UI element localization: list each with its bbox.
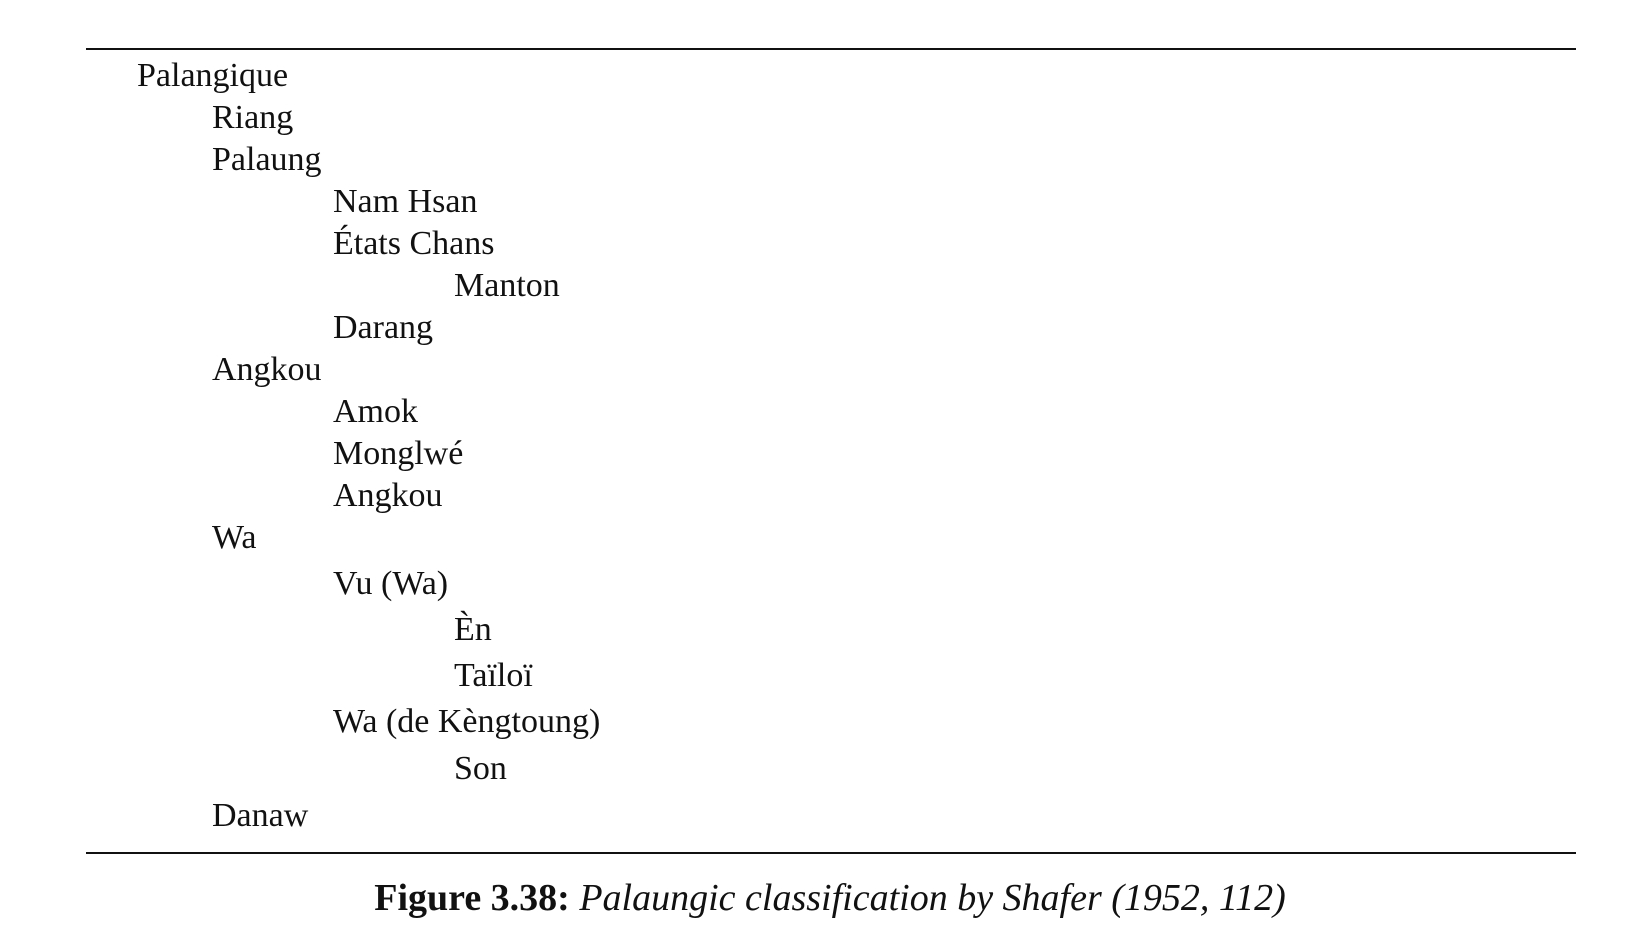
tree-item-palaung: Palaung	[212, 141, 322, 178]
top-rule	[86, 48, 1576, 50]
tree-item-vu-wa: Vu (Wa)	[333, 565, 449, 602]
tree-item-palangique: Palangique	[137, 57, 289, 94]
tree-item-angkou: Angkou	[333, 477, 443, 514]
bottom-rule	[86, 852, 1576, 854]
tree-item-amok: Amok	[333, 393, 418, 430]
figure-caption	[0, 875, 1634, 921]
figure-caption-text: Palaungic classification by Shafer (1952, 112)	[579, 877, 1286, 919]
tree-item-darang: Darang	[333, 309, 434, 346]
tree-item-angkou-group: Angkou	[212, 351, 322, 388]
figure-label: Figure 3.38:	[374, 877, 570, 919]
tree-item-monglwe: Monglwé	[333, 435, 464, 472]
tree-item-wa-de-kengtoung: Wa (de Kèngtoung)	[333, 703, 601, 740]
tree-item-wa-group: Wa	[212, 519, 257, 556]
tree-item-son: Son	[454, 750, 507, 787]
tree-item-danaw: Danaw	[212, 797, 309, 834]
tree-item-tailoi: Taïloï	[454, 657, 533, 694]
tree-item-etats-chans: États Chans	[333, 225, 495, 262]
tree-item-nam-hsan: Nam Hsan	[333, 183, 478, 220]
tree-item-en: Èn	[454, 611, 492, 648]
tree-item-manton: Manton	[454, 267, 560, 304]
tree-item-riang: Riang	[212, 99, 294, 136]
